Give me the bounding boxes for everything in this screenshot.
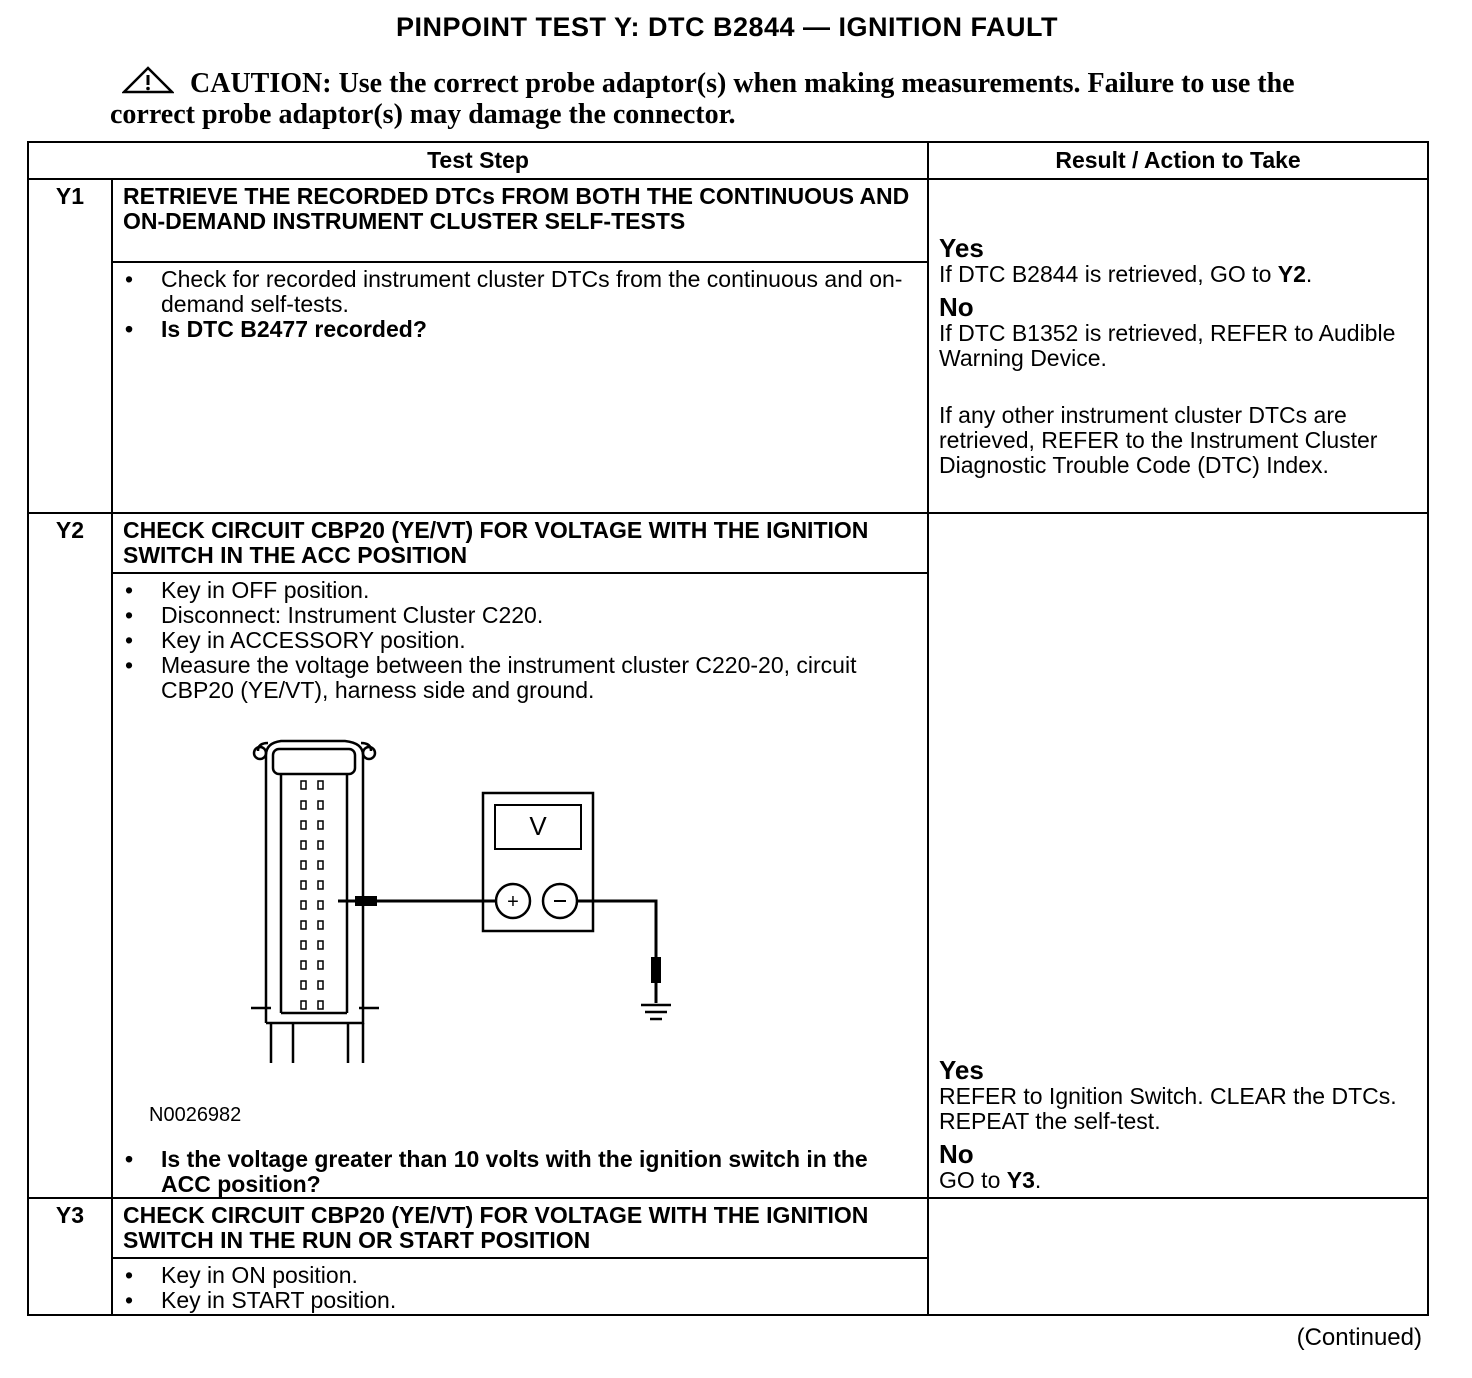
- connector-voltage-diagram: [123, 703, 903, 1163]
- list-item: • Is DTC B2477 recorded?: [123, 317, 917, 342]
- col-test-step: Test Step: [28, 142, 928, 179]
- list-item: • Key in START position.: [123, 1288, 917, 1313]
- list-item: • Disconnect: Instrument Cluster C220.: [123, 603, 917, 628]
- step-body: [112, 1258, 928, 1315]
- step-y2-heading-row: [28, 513, 1428, 573]
- list-item: • Key in OFF position.: [123, 578, 917, 603]
- no-label: No: [939, 1139, 974, 1169]
- no-text-other: If any other instrument cluster DTCs are retrieved, REFER to the Instrument Cluster Diagnostic Trouble Code (DTC) Index.: [939, 402, 1378, 478]
- list-item: • Check for recorded instrument cluster DTCs from the continuous and on-demand self-tests.: [123, 267, 917, 317]
- step-y3-results: [928, 1198, 1428, 1315]
- step-id: Y1: [28, 179, 112, 262]
- figure-id: N0026982: [149, 1104, 242, 1126]
- step-y2-results: [928, 513, 1428, 1198]
- diagram-svg: [123, 703, 903, 1103]
- step-heading: CHECK CIRCUIT CBP20 (YE/VT) FOR VOLTAGE WITH THE IGNITION SWITCH IN THE ACC POSITION: [112, 513, 928, 573]
- pinpoint-test-table: [27, 141, 1429, 1316]
- step-body: [112, 262, 928, 513]
- caution-text: Use the correct probe adaptor(s) when making measurements. Failure to use the correct probe adaptor(s) may damage the connector.: [110, 68, 1295, 130]
- svg-text:+: +: [507, 891, 519, 913]
- meter-label: V: [529, 811, 547, 841]
- no-text: GO to Y3.: [939, 1167, 1042, 1193]
- no-label: No: [939, 292, 974, 322]
- step-body: [112, 573, 928, 1198]
- yes-text: If DTC B2844 is retrieved, GO to Y2.: [939, 261, 1313, 287]
- caution-note: [110, 66, 1340, 130]
- step-id: Y3: [28, 1198, 112, 1258]
- step-id: Y2: [28, 513, 112, 573]
- step-y1-heading-row: [28, 179, 1428, 262]
- step-y1-results: [928, 179, 1428, 513]
- page-title: PINPOINT TEST Y: DTC B2844 — IGNITION FAULT: [395, 12, 1059, 42]
- warning-triangle-icon: [122, 66, 174, 94]
- list-item: • Measure the voltage between the instrument cluster C220-20, circuit CBP20 (YE/VT), harness side and ground.: [123, 653, 917, 703]
- caution-label: CAUTION:: [190, 68, 332, 99]
- yes-text: REFER to Ignition Switch. CLEAR the DTCs. REPEAT the self-test.: [939, 1083, 1397, 1134]
- col-result: Result / Action to Take: [928, 142, 1428, 179]
- list-item: • Key in ON position.: [123, 1263, 917, 1288]
- table-header-row: [28, 142, 1428, 179]
- step-heading: RETRIEVE THE RECORDED DTCs FROM BOTH THE CONTINUOUS AND ON-DEMAND INSTRUMENT CLUSTER SELF-TESTS: [112, 179, 928, 262]
- step-y3-heading-row: [28, 1198, 1428, 1258]
- no-text: If DTC B1352 is retrieved, REFER to Audible Warning Device.: [939, 320, 1396, 371]
- yes-label: Yes: [939, 1055, 984, 1085]
- yes-label: Yes: [939, 233, 984, 263]
- list-item: • Is the voltage greater than 10 volts with the ignition switch in the ACC position?: [123, 1147, 917, 1197]
- continued-label: (Continued): [1296, 1324, 1422, 1351]
- list-item: • Key in ACCESSORY position.: [123, 628, 917, 653]
- step-heading: CHECK CIRCUIT CBP20 (YE/VT) FOR VOLTAGE WITH THE IGNITION SWITCH IN THE RUN OR START POSITION: [112, 1198, 928, 1258]
